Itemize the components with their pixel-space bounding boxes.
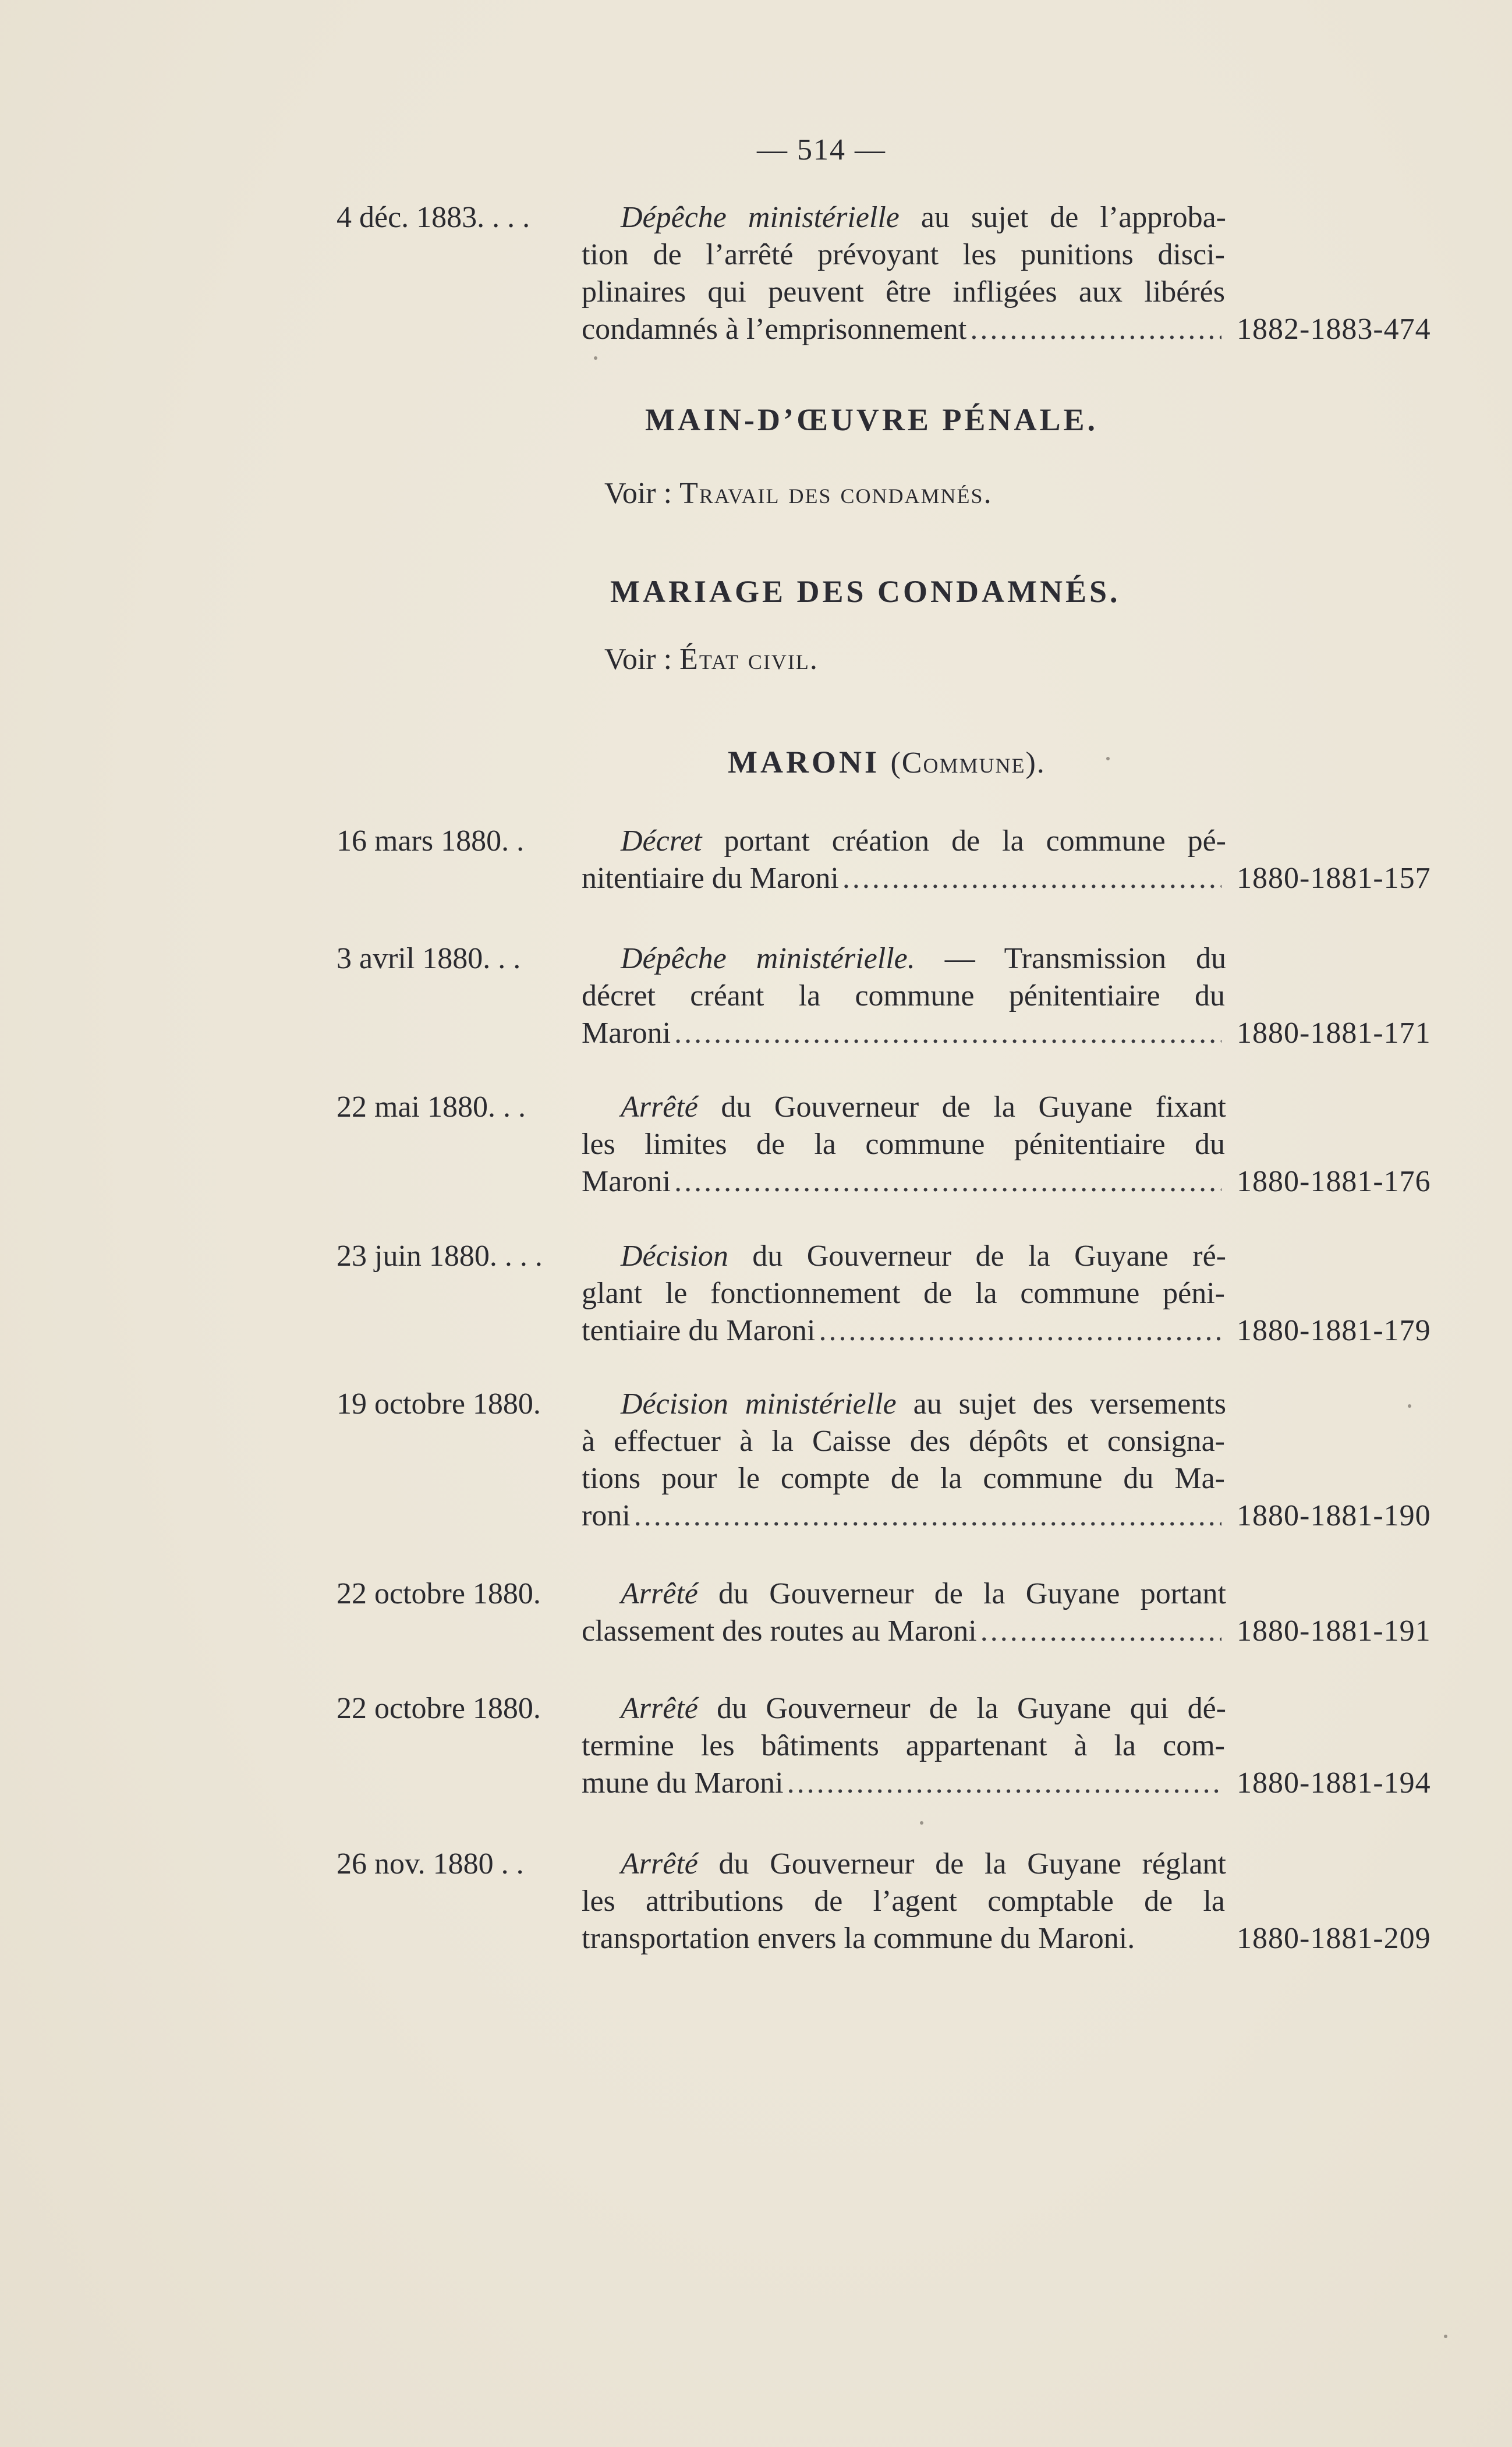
entry-text: du Gouverneur de la Guyane qui dé- [697, 1692, 1226, 1725]
entry-act-type: Dépêche ministérielle [621, 201, 900, 234]
entry-last-line [582, 311, 1225, 348]
entry-act-type: Décision [621, 1240, 728, 1273]
entry-line: les limites de la commune pénitentiaire du [582, 1128, 1225, 1161]
entry-last-line [582, 1312, 1225, 1350]
entry-act-type: Dépêche ministérielle. [621, 942, 915, 975]
entry-last-line [582, 1163, 1225, 1201]
entry-text: Maroni [582, 1165, 671, 1198]
entry-last-line [582, 1613, 1225, 1650]
entry-line: tions pour le compte de la commune du Ma- [582, 1462, 1225, 1495]
see-also-target: État civil. [679, 643, 819, 676]
entry-line [621, 199, 1226, 236]
entry-text: du Gouverneur de la Guyane portant [697, 1577, 1226, 1610]
entry-line: tion de l’arrêté prévoyant les punitions disci- [582, 238, 1225, 271]
dot-leader [787, 1765, 1221, 1802]
entry-text: roni [582, 1499, 631, 1532]
entry-act-type: Arrêté [621, 1692, 698, 1725]
dot-leader [674, 1015, 1221, 1052]
entry-act-type: Décision ministérielle [621, 1387, 897, 1421]
entry-reference: 1880-1881-191 [1237, 1614, 1431, 1648]
entry-date: 19 octobre 1880. [337, 1387, 541, 1421]
entry-reference: 1880-1881-179 [1237, 1314, 1431, 1347]
entry-date: 22 mai 1880. . . [337, 1090, 526, 1124]
dot-leader [674, 1163, 1221, 1201]
scan-speck [1408, 1404, 1411, 1408]
entry-reference: 1880-1881-171 [1237, 1017, 1431, 1050]
entry-act-type: Arrêté [621, 1090, 698, 1124]
section-heading-mariage: MARIAGE DES CONDAMNÉS. [610, 574, 1121, 609]
entry-act-type: Décret [621, 824, 702, 858]
entry-line [621, 1238, 1226, 1275]
entry-last-line [582, 1497, 1225, 1535]
dot-leader [819, 1312, 1221, 1350]
entry-reference: 1882-1883-474 [1237, 313, 1431, 346]
page-number: — 514 — [757, 133, 886, 167]
entry-reference: 1880-1881-157 [1237, 862, 1431, 895]
entry-last-line [582, 1765, 1225, 1802]
entry-line: glant le fonctionnement de la commune péni- [582, 1277, 1225, 1310]
see-also-target: Travail des condamnés. [679, 477, 993, 510]
entry-line [621, 1690, 1226, 1727]
entry-reference: 1880-1881-176 [1237, 1165, 1431, 1198]
scan-speck [594, 356, 597, 360]
entry-line: décret créant la commune pénitentiaire du [582, 979, 1225, 1012]
entry-line [621, 1846, 1226, 1883]
entry-line: à effectuer à la Caisse des dépôts et consigna- [582, 1425, 1225, 1458]
entry-text: mune du Maroni [582, 1766, 784, 1800]
entry-text: classement des routes au Maroni [582, 1614, 977, 1648]
entry-text: Maroni [582, 1017, 671, 1050]
entry-last-line [582, 860, 1225, 897]
see-also-mariage [604, 642, 819, 677]
entry-date: 22 octobre 1880. [337, 1692, 541, 1725]
heading-sub: (Commune). [890, 746, 1046, 780]
entry-text: — Transmission du [915, 942, 1226, 975]
entry-text: du Gouverneur de la Guyane réglant [697, 1847, 1226, 1881]
scan-speck [920, 1821, 923, 1825]
heading-main: MARONI [728, 745, 880, 780]
dot-leader [970, 311, 1221, 348]
entry-line: les attributions de l’agent comptable de la [582, 1885, 1225, 1918]
see-also-main-oeuvre [604, 476, 993, 511]
entry-text: portant création de la commune pé- [702, 824, 1226, 858]
entry-line: plinaires qui peuvent être infligées aux libérés [582, 275, 1225, 309]
entry-text: nitentiaire du Maroni [582, 862, 839, 895]
entry-date: 3 avril 1880. . . [337, 942, 521, 975]
see-also-label: Voir : [604, 477, 680, 510]
dot-leader [980, 1613, 1221, 1650]
scan-speck [1106, 757, 1110, 760]
entry-text: au sujet de l’approba- [899, 201, 1226, 234]
entry-text: condamnés à l’emprisonnement [582, 313, 967, 346]
entry-reference: 1880-1881-194 [1237, 1766, 1431, 1800]
entry-text: du Gouverneur de la Guyane ré- [728, 1240, 1226, 1273]
entry-line: termine les bâtiments appartenant à la com- [582, 1729, 1225, 1762]
entry-reference: 1880-1881-190 [1237, 1499, 1431, 1532]
entry-line [621, 823, 1226, 860]
entry-text: tentiaire du Maroni [582, 1314, 816, 1347]
entry-date: 22 octobre 1880. [337, 1577, 541, 1610]
dot-leader [634, 1497, 1221, 1535]
entry-line [621, 1386, 1226, 1423]
entry-act-type: Arrêté [621, 1577, 698, 1610]
entry-text: au sujet des versements [896, 1387, 1227, 1421]
dot-leader [842, 860, 1221, 897]
entry-line [621, 1575, 1226, 1613]
entry-text: du Gouverneur de la Guyane fixant [697, 1090, 1226, 1124]
entry-last-line: transportation envers la commune du Maroni. [582, 1922, 1135, 1955]
entry-date: 16 mars 1880. . [337, 824, 525, 858]
entry-act-type: Arrêté [621, 1847, 698, 1881]
scan-speck [1444, 2335, 1447, 2338]
section-heading-main-oeuvre: MAIN-D’ŒUVRE PÉNALE. [645, 402, 1098, 437]
entry-date: 26 nov. 1880 . . [337, 1847, 524, 1881]
entry-line [621, 1089, 1226, 1126]
entry-reference: 1880-1881-209 [1237, 1922, 1431, 1955]
entry-date: 4 déc. 1883. . . . [337, 201, 530, 234]
section-heading-maroni [728, 744, 1046, 780]
see-also-label: Voir : [604, 643, 680, 676]
entry-line [621, 940, 1226, 978]
entry-date: 23 juin 1880. . . . [337, 1240, 543, 1273]
entry-last-line [582, 1015, 1225, 1052]
